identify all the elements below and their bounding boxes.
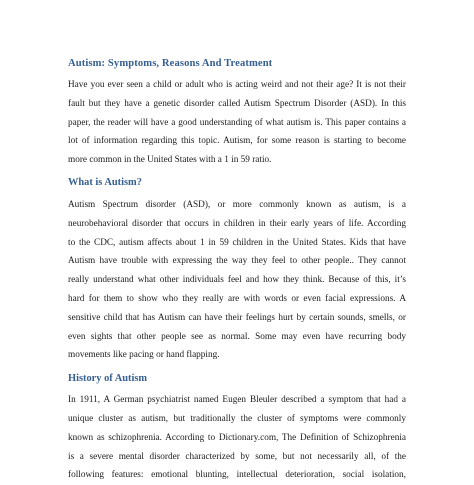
paragraph-line: unique cluster as autism, but traditionally the cluster of symptoms were commonly bbox=[68, 413, 406, 424]
paragraph-line: known as schizophrenia. According to Dictionary.com, The Definition of Schizophrenia bbox=[68, 432, 406, 443]
paragraph-line: movements like pacing or hand flapping. bbox=[68, 350, 220, 361]
intro-paragraph bbox=[68, 76, 406, 170]
what-is-autism-paragraph bbox=[68, 196, 406, 365]
document-title: Autism: Symptoms, Reasons And Treatment bbox=[68, 58, 273, 69]
paragraph-line: following features: emotional blunting, intellectual deterioration, social isolation, bbox=[68, 470, 406, 481]
paragraph-line: Have you ever seen a child or adult who is acting weird and not their age? It is not their bbox=[68, 80, 406, 90]
section-heading-history-of-autism: History of Autism bbox=[68, 373, 148, 385]
paragraph-line: is a severe mental disorder characterized by some, but not necessarily all, of the bbox=[68, 451, 406, 462]
paragraph-line: Autism Spectrum disorder (ASD), or more commonly known as autism, is a bbox=[68, 199, 406, 210]
paragraph-line: more common in the United States with a 1 in 59 ratio. bbox=[68, 155, 272, 166]
document-body bbox=[68, 57, 406, 485]
paragraph-line: to the CDC, autism affects about 1 in 59 children in the United States. Kids that have bbox=[68, 237, 406, 248]
paragraph-line: Autism have trouble with expressing the way they feel to other people.. They cannot bbox=[68, 256, 406, 267]
paragraph-line: lot of information regarding this topic. Autism, for some reason is starting to become bbox=[68, 136, 406, 147]
paragraph-line: even sights that other people see as normal. Some may even have recurring body bbox=[68, 331, 406, 342]
paragraph-line: neurobehavioral disorder that occurs in children in their early years of life. According bbox=[68, 218, 406, 229]
paragraph-line: In 1911, A German psychiatrist named Eugen Bleuler described a symptom that had a bbox=[68, 395, 406, 406]
paragraph-line: fault but they have a genetic disorder called Autism Spectrum Disorder (ASD). In this bbox=[68, 98, 406, 109]
paragraph-line: hard for them to show who they really are with words or even facial expressions. A bbox=[68, 293, 406, 304]
paragraph-line: paper, the reader will have a good understanding of what autism is. This paper contains a bbox=[68, 117, 406, 128]
section-heading-what-is-autism: What is Autism? bbox=[68, 176, 142, 188]
history-paragraph bbox=[68, 391, 406, 485]
paragraph-line: sensitive child that has Autism can have their feelings hurt by certain sounds, smells, or bbox=[68, 312, 406, 323]
paragraph-line: really understand what other individuals feel and how they think. Because of this, it’s bbox=[68, 275, 406, 286]
